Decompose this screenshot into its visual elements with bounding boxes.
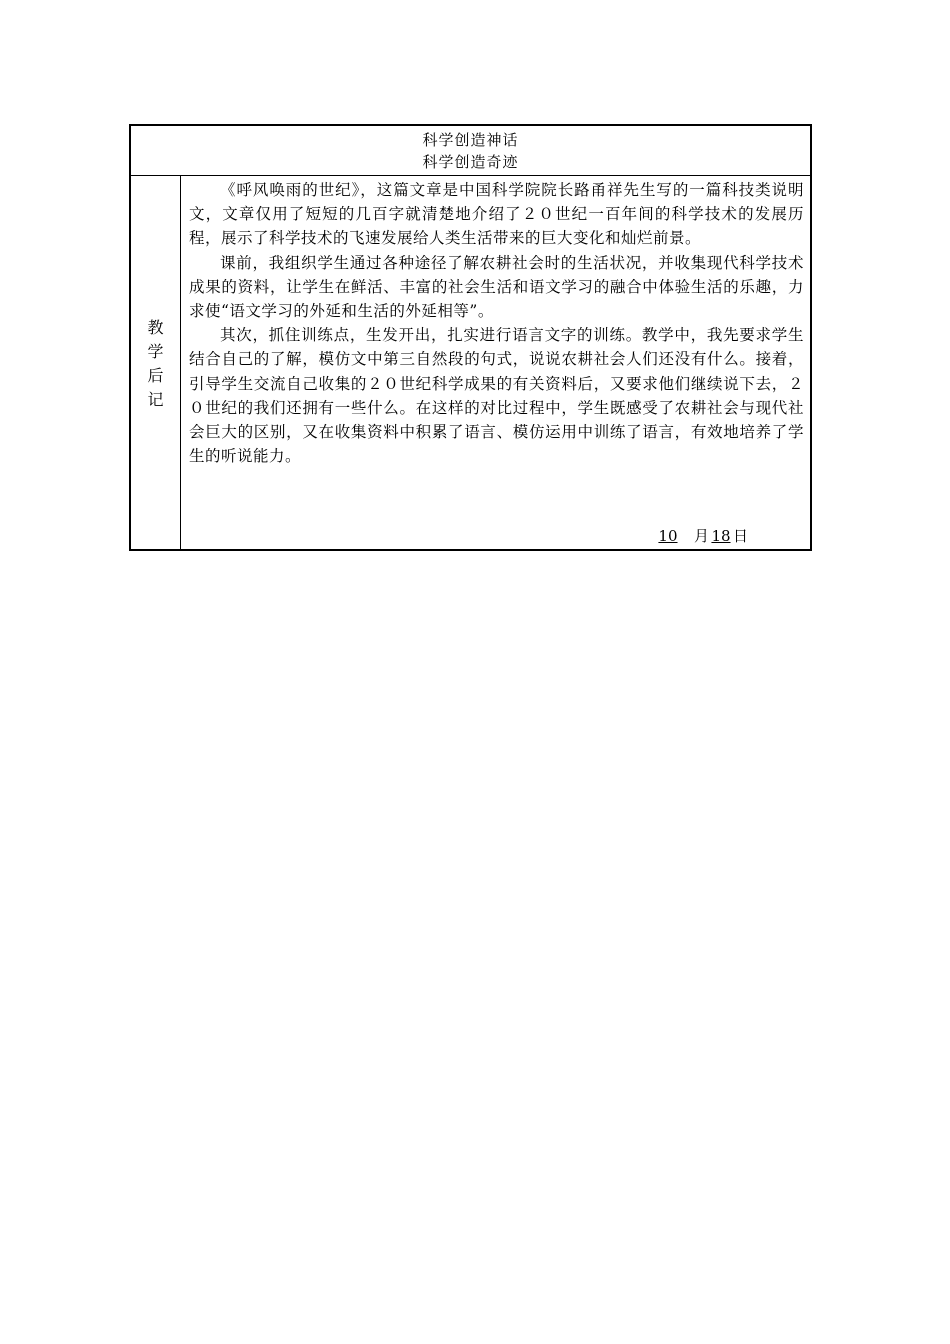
row-label-char: 教 bbox=[147, 318, 164, 337]
date-day: 18 bbox=[711, 527, 731, 545]
reflection-table bbox=[129, 124, 812, 551]
header-title-line-2: 科学创造奇迹 bbox=[422, 153, 519, 171]
date-month-unit: 月 bbox=[693, 527, 709, 545]
row-label bbox=[131, 316, 180, 412]
date-month: 10 bbox=[658, 527, 678, 545]
paragraph: 课前，我组织学生通过各种途径了解农耕社会时的生活状况，并收集现代科学技术成果的资料，让学生在鲜活、丰富的社会生活和语文学习的融合中体验生活的乐趣，力求使“语文学习的外延和生活的外延相等”。 bbox=[189, 253, 804, 321]
paragraph: 其次，抓住训练点，生发开出，扎实进行语言文字的训练。教学中，我先要求学生结合自己的了解，模仿文中第三自然段的句式，说说农耕社会人们还没有什么。接着，引导学生交流自己收集的２０世纪科学成果的有关资料后，又要求他们继续说下去，２０世纪的我们还拥有一些什么。在这样的对比过程中，学生既感受了农耕社会与现代社会巨大的区别，又在收集资料中积累了语言、模仿运用中训练了语言，有效地培养了学生的听说能力。 bbox=[189, 326, 804, 466]
table-header bbox=[131, 126, 810, 176]
reflection-content bbox=[181, 176, 810, 549]
date-line bbox=[642, 525, 748, 547]
row-label-char: 学 bbox=[147, 342, 164, 361]
paragraph: 《呼风唤雨的世纪》，这篇文章是中国科学院院长路甬祥先生写的一篇科技类说明文，文章仅用了短短的几百字就清楚地介绍了２０世纪一百年间的科学技术的发展历程，展示了科学技术的飞速发展给人类生活带来的巨大变化和灿烂前景。 bbox=[189, 181, 804, 248]
header-title-line-1: 科学创造神话 bbox=[422, 131, 519, 149]
date-day-unit: 日 bbox=[732, 527, 748, 545]
row-label-cell bbox=[131, 176, 181, 549]
row-label-char: 记 bbox=[147, 390, 164, 409]
row-label-char: 后 bbox=[147, 366, 164, 385]
